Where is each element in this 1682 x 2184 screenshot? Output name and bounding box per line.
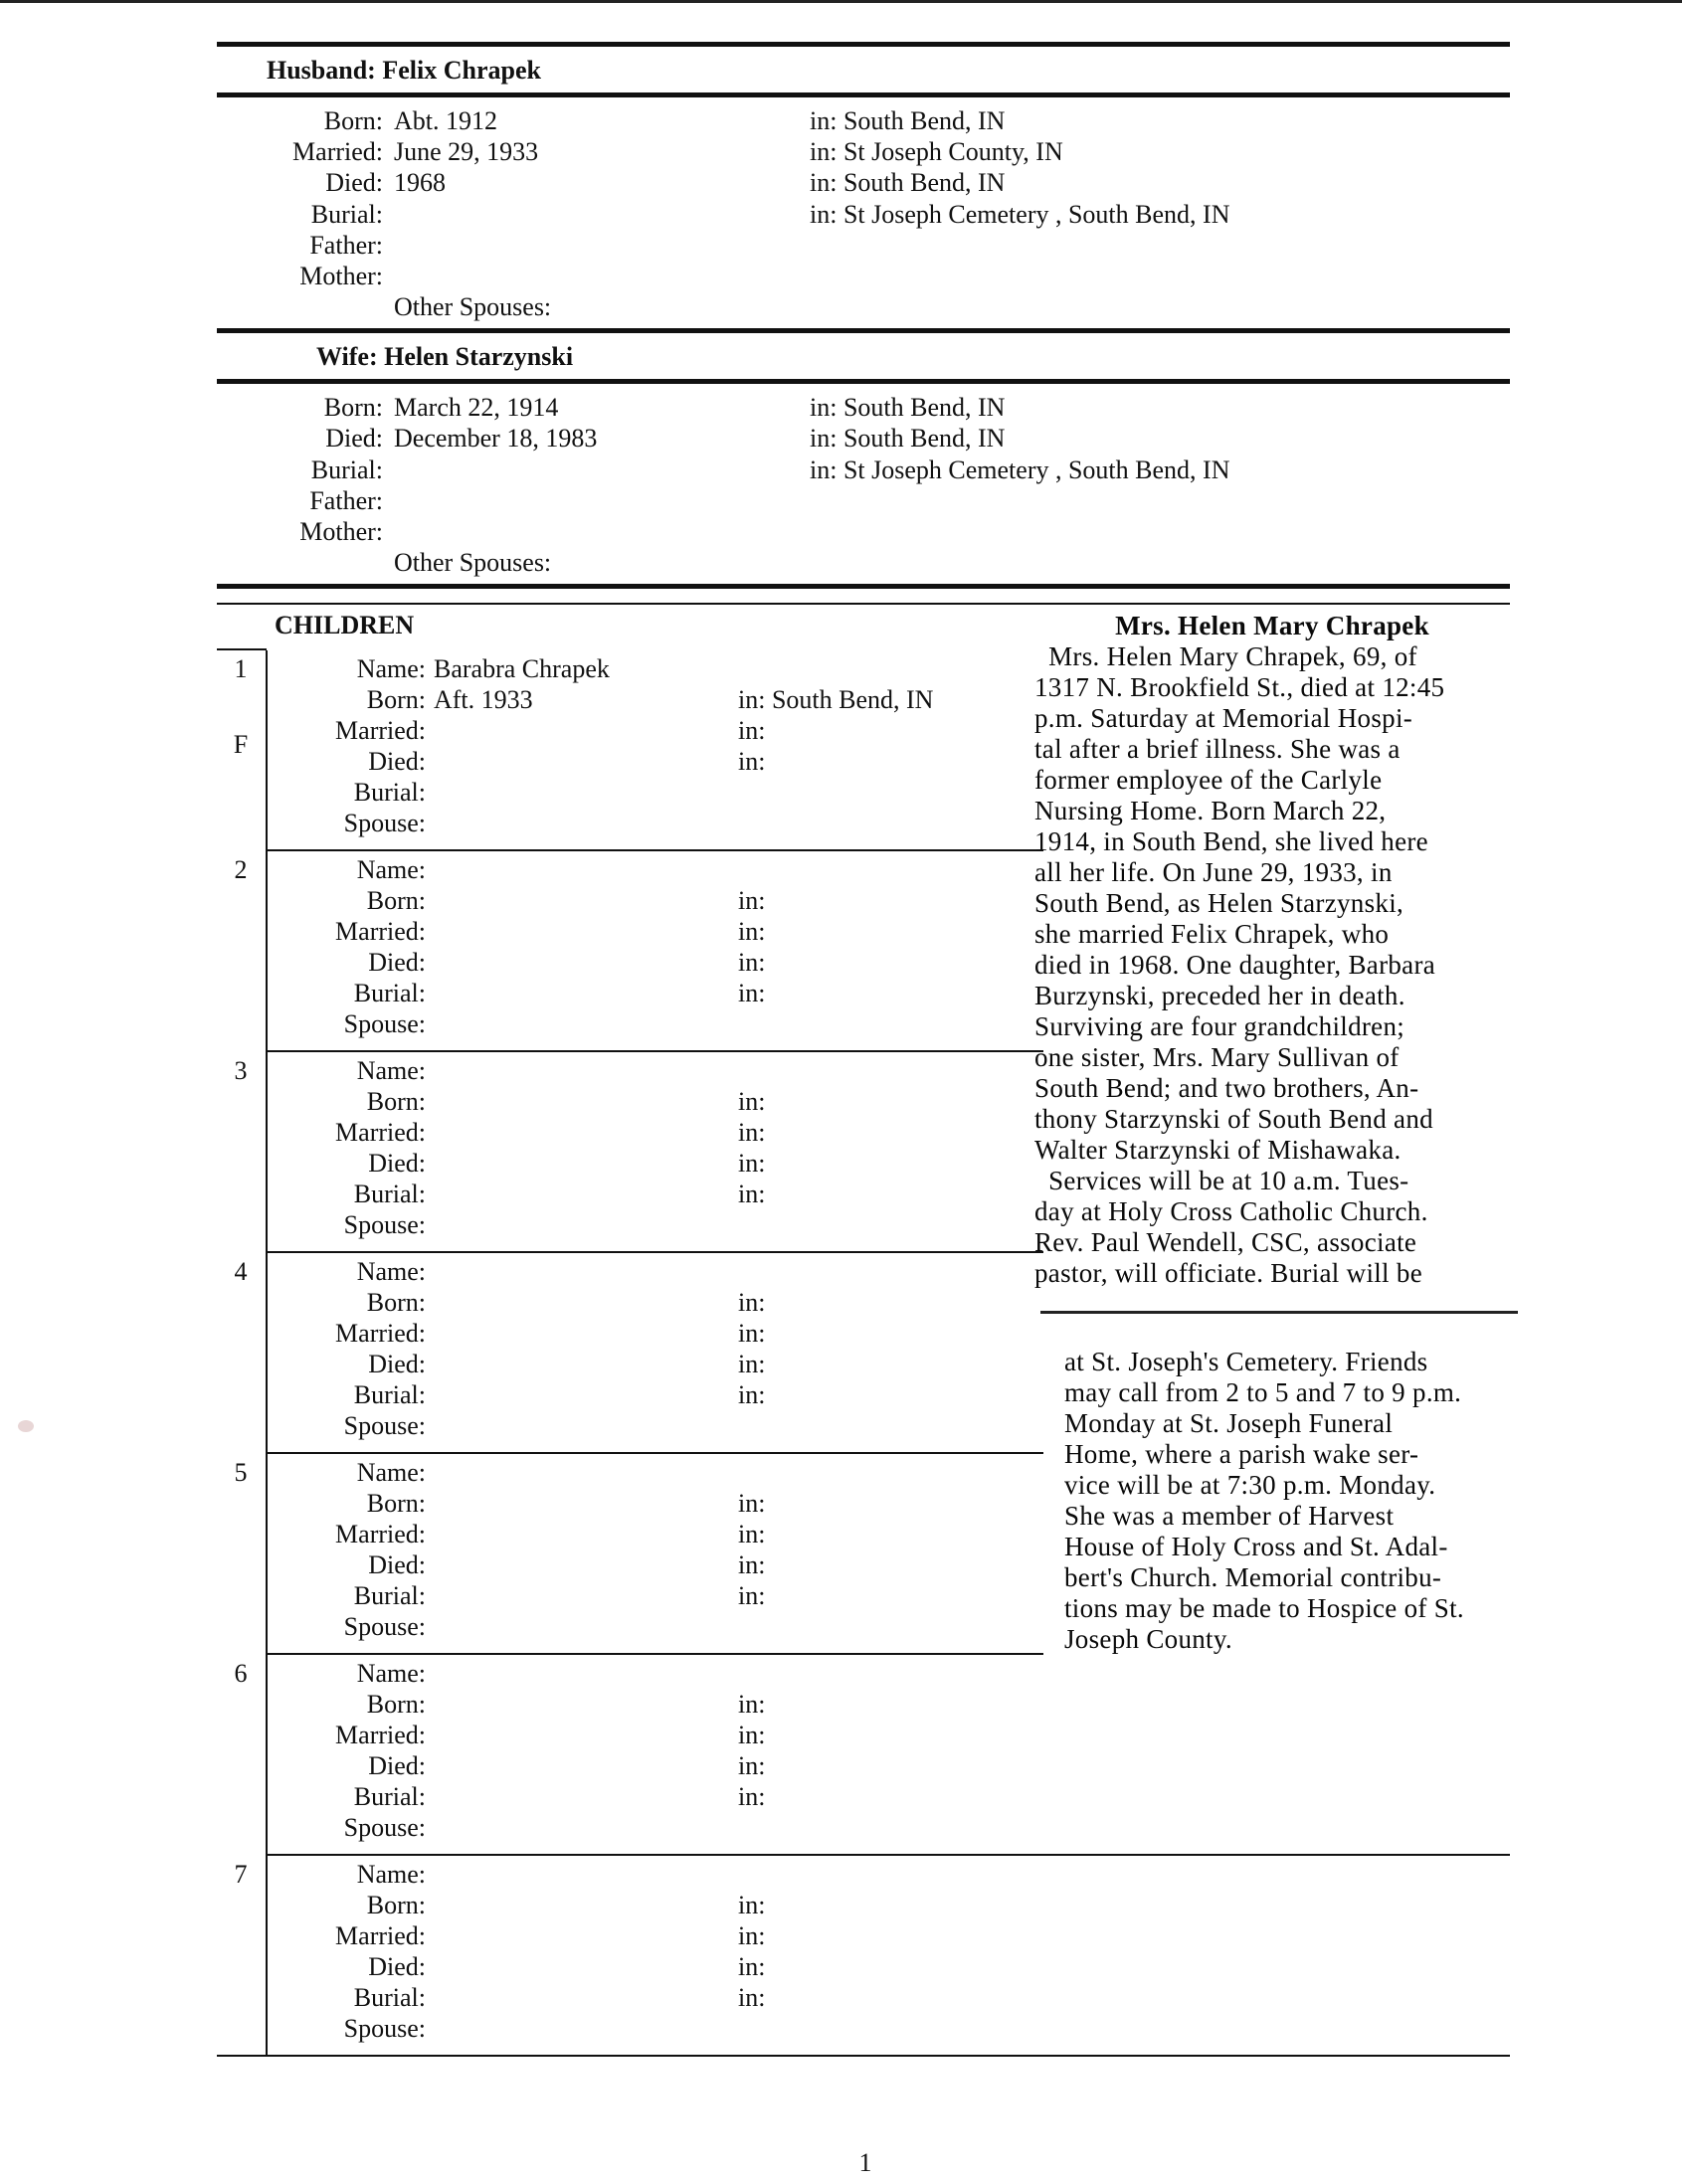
husband-mother-label: Mother: [299,262,383,290]
child-name-label: Name: [356,1458,426,1487]
wife-heading-label: Wife: [316,342,378,371]
obituary-line: 1317 N. Brookfield St., died at 12:45 [1034,672,1445,702]
child-spouse-label: Spouse: [343,2014,426,2043]
husband-married-label: Married: [292,137,383,166]
child-name-label: Name: [356,654,426,683]
child-separator [268,1251,1043,1253]
obituary-line: South Bend; and two brothers, An- [1034,1073,1419,1103]
obituary-line: died in 1968. One daughter, Barbara [1034,950,1436,980]
obituary-part2 [1064,1347,1532,1655]
child-burial-label: Burial: [353,979,426,1007]
child-married-place: in: [738,1118,766,1147]
child-number: 4 [234,1257,248,1286]
child-name-label: Name: [356,1860,426,1889]
child-born-place: in: [738,1690,766,1719]
child-died-label: Died: [368,1550,426,1579]
child-burial-place: in: [738,1983,766,2012]
wife-heading [316,342,573,372]
child-died-place: in: [738,1350,766,1378]
husband-died-place: in: South Bend, IN [810,168,1006,197]
child-number: 1 [234,654,248,683]
child-married-label: Married: [335,1921,426,1950]
husband-born-label: Born: [323,106,383,135]
wife-other-spouses-label: Other Spouses: [394,548,552,577]
child-married-place: in: [738,716,766,745]
child-born-place: in: South Bend, IN [738,685,934,714]
child-married-label: Married: [335,1319,426,1348]
child-born-place: in: [738,1288,766,1317]
obituary-line: former employee of the Carlyle [1034,765,1383,795]
child-burial-label: Burial: [353,778,426,807]
wife-died-place: in: South Bend, IN [810,424,1006,453]
obituary-line: p.m. Saturday at Memorial Hospi- [1034,703,1413,733]
child-separator [268,1854,1510,1856]
child-born-label: Born: [366,1690,426,1719]
child-number: 6 [234,1659,248,1688]
child-number: 7 [234,1860,248,1889]
child-married-label: Married: [335,1520,426,1548]
children-top-thin-rule [217,603,1510,605]
child-born-label: Born: [366,1489,426,1518]
child-born-place: in: [738,1891,766,1919]
obituary-part1 [1034,641,1510,1289]
child-born-label: Born: [366,886,426,915]
page-number: 1 [858,2148,872,2177]
child-separator [268,849,1043,851]
obituary-line: Services will be at 10 a.m. Tues- [1034,1166,1409,1195]
husband-heading [267,56,541,86]
child-born-value: Aft. 1933 [434,685,533,714]
child-burial-place: in: [738,1782,766,1811]
obituary-line: Burzynski, preceded her in death. [1034,981,1405,1010]
child-died-place: in: [738,747,766,776]
child-married-label: Married: [335,1721,426,1749]
obituary-line: South Bend, as Helen Starzynski, [1034,888,1404,918]
obituary-line: vice will be at 7:30 p.m. Monday. [1064,1470,1436,1500]
child-number: 5 [234,1458,248,1487]
obituary-line: pastor, will officiate. Burial will be [1034,1258,1422,1288]
child-burial-place: in: [738,1180,766,1208]
wife-father-label: Father: [309,486,383,515]
child-born-place: in: [738,1489,766,1518]
wife-born-place: in: South Bend, IN [810,393,1006,422]
child-died-place: in: [738,1149,766,1178]
child-separator [268,1653,1043,1655]
child-born-place: in: [738,886,766,915]
child-died-place: in: [738,948,766,977]
child-separator [268,1452,1043,1454]
wife-burial-place: in: St Joseph Cemetery , South Bend, IN [810,455,1230,484]
obituary-line: 1914, in South Bend, she lived here [1034,826,1428,856]
child-married-label: Married: [335,917,426,946]
child-number: 2 [234,855,248,884]
obituary-line: She was a member of Harvest [1064,1501,1395,1531]
child-died-label: Died: [368,747,426,776]
child-married-place: in: [738,1319,766,1348]
child-spouse-label: Spouse: [343,1210,426,1239]
husband-married-place: in: St Joseph County, IN [810,137,1063,166]
children-heading: CHILDREN [275,611,415,639]
child-burial-place: in: [738,1581,766,1610]
obituary-line: Surviving are four grandchildren; [1034,1011,1405,1041]
child-name-label: Name: [356,1257,426,1286]
husband-born-value: Abt. 1912 [394,106,497,135]
obituary-line: all her life. On June 29, 1933, in [1034,857,1393,887]
obituary-continuation [1064,1347,1532,1655]
child-born-label: Born: [366,685,426,714]
husband-father-label: Father: [309,231,383,260]
child-spouse-label: Spouse: [343,1411,426,1440]
wife-born-value: March 22, 1914 [394,393,559,422]
child-died-label: Died: [368,1350,426,1378]
husband-married-value: June 29, 1933 [394,137,539,166]
child-married-label: Married: [335,1118,426,1147]
child-name-value: Barabra Chrapek [434,654,610,683]
child-married-place: in: [738,1721,766,1749]
obituary-line: tal after a brief illness. She was a [1034,734,1401,764]
obituary-line: bert's Church. Memorial contribu- [1064,1562,1442,1592]
child-name-label: Name: [356,1659,426,1688]
scan-smudge [18,1420,34,1432]
obituary-title: Mrs. Helen Mary Chrapek [1115,611,1429,640]
child-died-label: Died: [368,1751,426,1780]
wife-burial-label: Burial: [310,455,383,484]
children-top-rule [217,584,1510,589]
child-spouse-label: Spouse: [343,1612,426,1641]
husband-burial-place: in: St Joseph Cemetery , South Bend, IN [810,200,1230,229]
wife-bottom-rule [217,379,1510,384]
child-born-label: Born: [366,1087,426,1116]
husband-heading-label: Husband: [267,56,376,85]
child-burial-label: Burial: [353,1983,426,2012]
husband-burial-label: Burial: [310,200,383,229]
child-burial-label: Burial: [353,1581,426,1610]
obituary-clipping [1034,611,1510,1289]
child-spouse-label: Spouse: [343,809,426,837]
child-married-place: in: [738,917,766,946]
obituary-line: Home, where a parish wake ser- [1064,1439,1419,1469]
obituary-line: Rev. Paul Wendell, CSC, associate [1034,1227,1417,1257]
obituary-line: House of Holy Cross and St. Adal- [1064,1532,1448,1561]
child-separator [268,1050,1043,1052]
wife-name: Helen Starzynski [384,342,574,371]
obituary-line: one sister, Mrs. Mary Sullivan of [1034,1042,1400,1072]
obituary-line: thony Starzynski of South Bend and [1034,1104,1433,1134]
husband-other-spouses-label: Other Spouses: [394,292,552,321]
child-married-place: in: [738,1921,766,1950]
child-name-label: Name: [356,1056,426,1085]
child-burial-label: Burial: [353,1180,426,1208]
child-sex: F [233,730,249,759]
obituary-line: Walter Starzynski of Mishawaka. [1034,1135,1402,1165]
obituary-line: Nursing Home. Born March 22, [1034,796,1387,825]
child-died-place: in: [738,1550,766,1579]
husband-name: Felix Chrapek [382,56,541,85]
child-married-place: in: [738,1520,766,1548]
child-spouse-label: Spouse: [343,1813,426,1842]
child-burial-label: Burial: [353,1782,426,1811]
husband-born-place: in: South Bend, IN [810,106,1006,135]
child-burial-place: in: [738,979,766,1007]
obituary-line: day at Holy Cross Catholic Church. [1034,1196,1428,1226]
child-spouse-label: Spouse: [343,1009,426,1038]
child-born-label: Born: [366,1288,426,1317]
obituary-cut-line [1040,1311,1518,1314]
husband-died-label: Died: [325,168,383,197]
child-name-label: Name: [356,855,426,884]
wife-died-label: Died: [325,424,383,453]
child-died-label: Died: [368,1149,426,1178]
obituary-line: Joseph County. [1064,1624,1232,1654]
child-died-place: in: [738,1952,766,1981]
children-bottom-rule [217,2055,1510,2057]
child-died-label: Died: [368,948,426,977]
obituary-line: Monday at St. Joseph Funeral [1064,1408,1394,1438]
child-died-label: Died: [368,1952,426,1981]
obituary-line: she married Felix Chrapek, who [1034,919,1390,949]
scan-top-edge [0,0,1682,3]
child-born-label: Born: [366,1891,426,1919]
husband-top-rule [217,42,1510,47]
wife-mother-label: Mother: [299,517,383,546]
child-married-label: Married: [335,716,426,745]
obituary-line: tions may be made to Hospice of St. [1064,1593,1464,1623]
child-burial-label: Burial: [353,1380,426,1409]
husband-died-value: 1968 [394,168,446,197]
wife-top-rule [217,328,1510,333]
wife-born-label: Born: [323,393,383,422]
child-number: 3 [234,1056,248,1085]
obituary-line: may call from 2 to 5 and 7 to 9 p.m. [1064,1377,1462,1407]
children-number-col-top [217,648,267,650]
obituary-line: at St. Joseph's Cemetery. Friends [1064,1347,1428,1376]
wife-died-value: December 18, 1983 [394,424,598,453]
husband-bottom-rule [217,92,1510,97]
child-died-place: in: [738,1751,766,1780]
child-born-place: in: [738,1087,766,1116]
obituary-line: Mrs. Helen Mary Chrapek, 69, of [1034,641,1417,671]
child-burial-place: in: [738,1380,766,1409]
